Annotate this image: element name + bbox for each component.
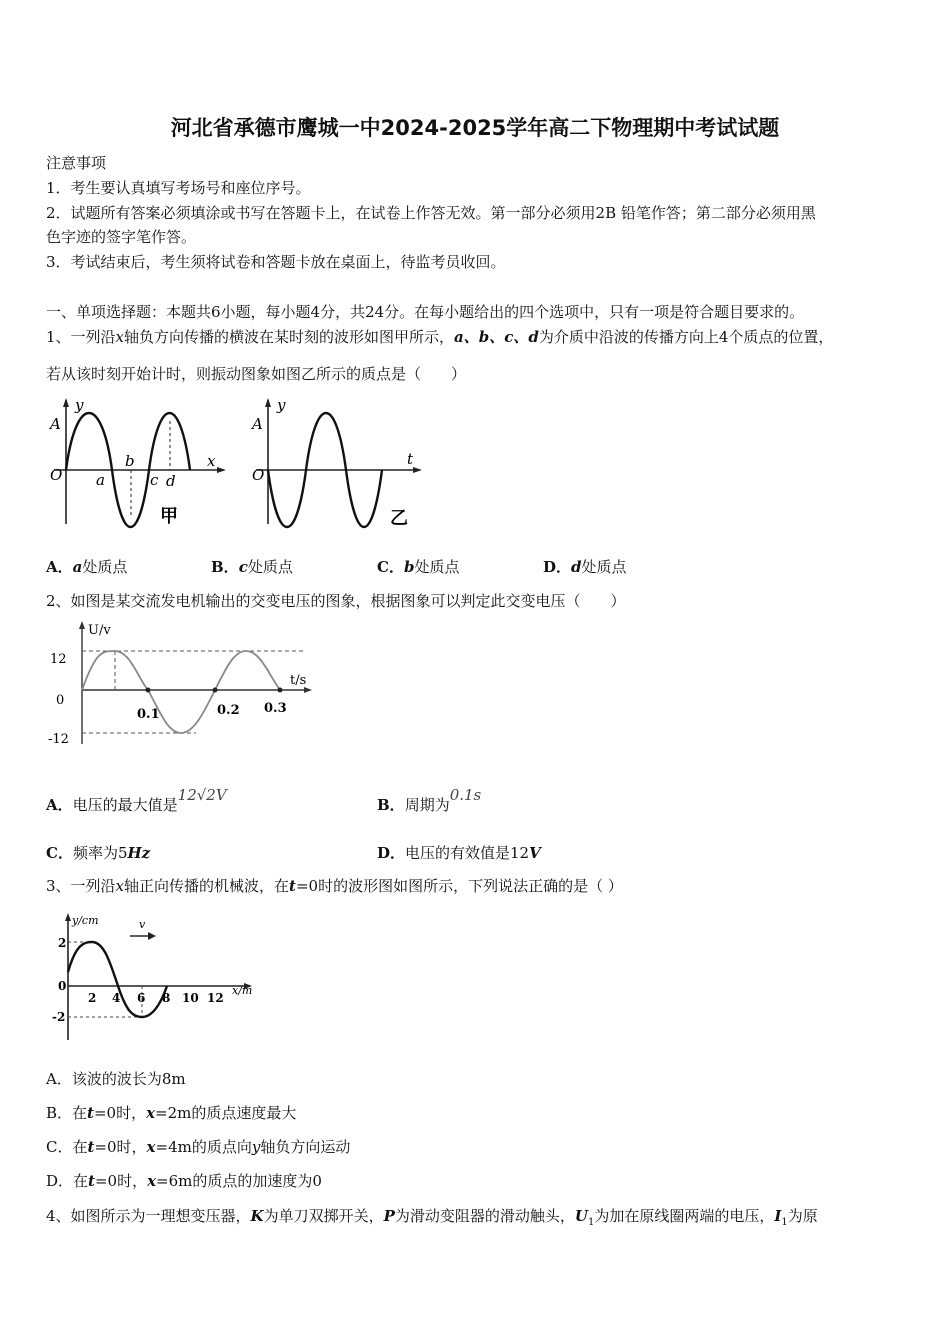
y-axis-label: y bbox=[75, 396, 84, 414]
x-tick-label: 0.1 bbox=[137, 707, 160, 722]
q3-option-b[interactable]: B．在t=0时，x=2m的质点速度最大 bbox=[46, 1104, 297, 1122]
x-axis-label: x/m bbox=[232, 984, 253, 997]
t-axis-label: t bbox=[407, 450, 414, 468]
q1-figure-jia bbox=[44, 396, 234, 531]
q1-option-c[interactable]: C．b处质点 bbox=[377, 558, 460, 576]
y-axis-label: U/v bbox=[88, 623, 111, 638]
page-title: 河北省承德市鹰城一中2024-2025学年高二下物理期中考试试题 bbox=[170, 116, 780, 140]
q1-figure-yi bbox=[246, 396, 436, 531]
y-axis-label: y bbox=[277, 396, 286, 414]
y-tick-label: -12 bbox=[48, 732, 69, 747]
x-tick-label: 6 bbox=[137, 991, 146, 1005]
y-tick-label: 0 bbox=[56, 693, 65, 708]
amplitude-label: A bbox=[252, 415, 263, 433]
notice-item: 2．试题所有答案必须填涂或书写在答题卡上，在试卷上作答无效。第一部分必须用2B 铅笔作答；第二部分必须用黑 bbox=[46, 204, 816, 222]
y-axis-label: y/cm bbox=[72, 914, 99, 927]
q2-stem: 2、如图是某交流发电机输出的交变电压的图象，根据图象可以判定此交变电压（ ） bbox=[46, 592, 626, 610]
y-tick-label: 2 bbox=[58, 936, 67, 950]
x-tick-label: 2 bbox=[88, 991, 97, 1005]
x-tick-label: 0.2 bbox=[217, 703, 240, 718]
point-b-label: b bbox=[125, 452, 135, 470]
q3-figure bbox=[46, 910, 266, 1048]
origin-label: O bbox=[252, 466, 265, 484]
y-tick-label: 12 bbox=[50, 652, 67, 667]
q2-option-c[interactable]: C．频率为5Hz bbox=[46, 844, 151, 862]
y-tick-label: -2 bbox=[52, 1010, 66, 1024]
q2-option-b[interactable]: B．周期为0.1s bbox=[377, 786, 482, 814]
y-tick-label: 0 bbox=[58, 979, 67, 993]
q4-stem: 4、如图所示为一理想变压器，K为单刀双掷开关，P为滑动变阻器的滑动触头，$U_1$为加在原线圈两端的电压，$I_1$为原 bbox=[46, 1207, 818, 1228]
point-a-label: a bbox=[96, 471, 105, 489]
section-heading: 一、单项选择题：本题共6小题，每小题4分，共24分。在每小题给出的四个选项中，只有一项是符合题目要求的。 bbox=[46, 303, 805, 321]
x-axis-label: x bbox=[207, 452, 216, 470]
notice-item: 1．考生要认真填写考场号和座位序号。 bbox=[46, 179, 311, 197]
x-tick-label: 10 bbox=[182, 991, 199, 1005]
figure-name: 甲 bbox=[160, 506, 178, 527]
figure-name: 乙 bbox=[390, 508, 408, 529]
q2-figure bbox=[46, 618, 326, 748]
q3-stem: 3、一列沿x轴正向传播的机械波，在t=0时的波形图如图所示，下列说法正确的是（ ） bbox=[46, 877, 623, 895]
q1-option-b[interactable]: B．c处质点 bbox=[211, 558, 293, 576]
q3-option-d[interactable]: D．在t=0时，x=6m的质点的加速度为0 bbox=[46, 1172, 322, 1190]
x-axis-label: t/s bbox=[290, 673, 307, 688]
q2-option-a[interactable]: A．电压的最大值是12√2V bbox=[46, 786, 227, 814]
q1-stem-line1: 1、一列沿x轴负方向传播的横波在某时刻的波形如图甲所示，a、b、c、d为介质中沿波的传播方向上4个质点的位置， bbox=[46, 328, 834, 346]
q3-option-c[interactable]: C．在t=0时，x=4m的质点向y轴负方向运动 bbox=[46, 1138, 351, 1156]
q3-option-a[interactable]: A．该波的波长为8m bbox=[46, 1070, 186, 1088]
x-tick-label: 12 bbox=[207, 991, 224, 1005]
notice-item: 3．考试结束后，考生须将试卷和答题卡放在桌面上，待监考员收回。 bbox=[46, 253, 506, 271]
q1-stem-line2: 若从该时刻开始计时，则振动图象如图乙所示的质点是（ ） bbox=[46, 365, 467, 383]
x-tick-label: 4 bbox=[112, 991, 121, 1005]
q1-option-d[interactable]: D．d处质点 bbox=[543, 558, 627, 576]
point-c-label: c bbox=[150, 471, 159, 489]
origin-label: O bbox=[50, 466, 63, 484]
point-d-label: d bbox=[166, 472, 176, 490]
q2-option-d[interactable]: D．电压的有效值是12V bbox=[377, 844, 541, 862]
x-tick-label: 0.3 bbox=[264, 701, 287, 716]
notice-heading: 注意事项 bbox=[46, 154, 107, 172]
velocity-label: v bbox=[139, 918, 146, 931]
amplitude-label: A bbox=[50, 415, 61, 433]
notice-item: 色字迹的签字笔作答。 bbox=[46, 228, 197, 246]
q1-option-a[interactable]: A．a处质点 bbox=[46, 558, 128, 576]
x-tick-label: 8 bbox=[162, 991, 171, 1005]
